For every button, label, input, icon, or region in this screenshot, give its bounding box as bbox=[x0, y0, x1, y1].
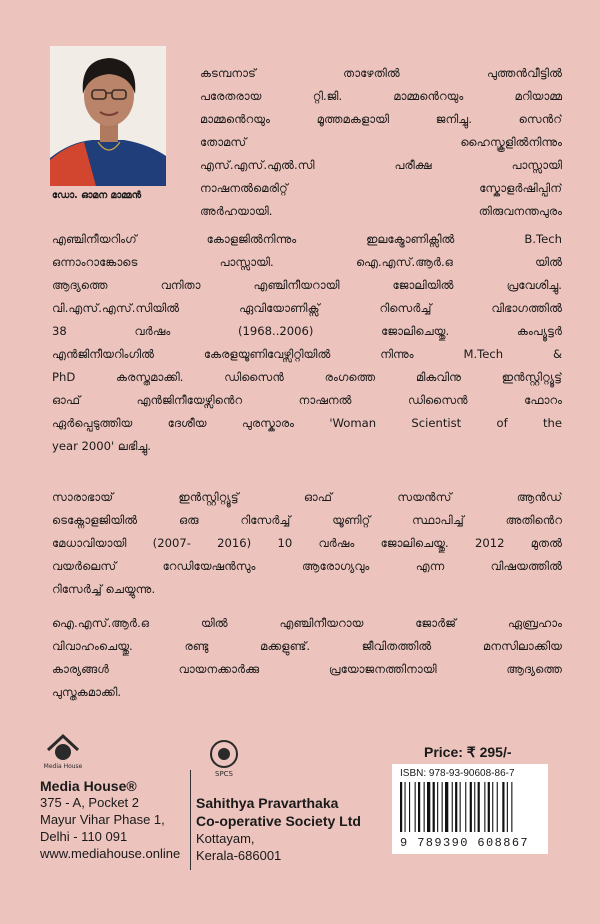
barcode-bar bbox=[452, 782, 453, 832]
bio-line: അർഹയായി. തിരുവനന്തപുരം bbox=[200, 204, 562, 218]
spcs-logo-icon bbox=[204, 738, 244, 778]
barcode-bar bbox=[502, 782, 504, 832]
barcode-bar bbox=[455, 782, 457, 832]
bio-line: എസ്.എസ്.എൽ.സി പരീക്ഷ പാസ്സായി bbox=[200, 158, 562, 172]
bio-line: ഒന്നാംറാങ്കോടെ പാസ്സായി. ഐ.എസ്.ആർ.ഒ യിൽ bbox=[52, 255, 562, 269]
barcode-bar bbox=[465, 782, 466, 832]
bio-line: മേധാവിയായി (2007- 2016) 10 വർഷം ജോലിചെയ്തു. 2012 മുതൽ bbox=[52, 536, 562, 550]
publisher-name-line: Sahithya Pravarthaka bbox=[196, 795, 339, 811]
publisher-divider bbox=[190, 770, 191, 870]
barcode-bar bbox=[470, 782, 472, 832]
barcode-bar bbox=[484, 782, 485, 832]
bio-line: year 2000' ലഭിച്ചു. bbox=[52, 439, 151, 453]
bio-paragraph-2 bbox=[52, 486, 562, 601]
bio-line: റിസേർച്ച് ചെയ്യുന്നു. bbox=[52, 582, 156, 596]
bio-line: 38 വർഷം (1968..2006) ജോലിചെയ്തു. കംപ്യൂട്ടർ bbox=[52, 324, 562, 338]
publisher-address-line: 375 - A, Pocket 2 bbox=[40, 795, 140, 810]
barcode-bar bbox=[460, 782, 461, 832]
publisher-address-line: Kerala-686001 bbox=[196, 848, 282, 863]
author-portrait-illustration bbox=[50, 46, 166, 186]
bio-line: മാമ്മൻെറയും മൂത്തമകളായി ജനിച്ചു. സെൻറ് bbox=[200, 112, 562, 126]
barcode-bar bbox=[405, 782, 406, 832]
bio-line: എഞ്ചിനീയറിംഗ് കോളജിൽനിന്നും ഇലക്ട്രോണിക്സിൽ B.Tech bbox=[52, 232, 562, 246]
bio-line: തോമസ് ഹൈസ്കൂളിൽനിന്നും bbox=[200, 135, 562, 149]
publisher-name: Media House® bbox=[40, 778, 137, 794]
bio-paragraph-1 bbox=[200, 62, 562, 223]
barcode-bar bbox=[400, 782, 402, 832]
media-house-logo-label: Media House bbox=[44, 763, 82, 770]
barcode-bar bbox=[442, 782, 443, 832]
barcode-bar bbox=[445, 782, 448, 832]
bio-line: എൻജിനീയറിംഗിൽ കേരളയൂണിവേഴ്സിറ്റിയിൽ നിന്നും M.Tech & bbox=[52, 347, 562, 361]
publisher-address-line: Kottayam, bbox=[196, 831, 255, 846]
barcode-bar bbox=[474, 782, 475, 832]
barcode-bar bbox=[492, 782, 493, 832]
barcode-bar bbox=[415, 782, 416, 832]
bio-line: വയർലെസ് റേഡിയേഷൻസും ആരോഗ്യവും എന്ന വിഷയത്തിൽ bbox=[52, 559, 562, 573]
barcode-bar bbox=[511, 782, 512, 832]
isbn-label: ISBN: 978-93-90608-86-7 bbox=[400, 768, 515, 779]
barcode-bar bbox=[507, 782, 508, 832]
bio-line: വി.എസ്.എസ്.സിയിൽ ഏവിയോണിക്സ് റിസെർച്ച് വിഭാഗത്തിൽ bbox=[52, 301, 562, 315]
bio-line: കടമ്പനാട് താഴേതിൽ പുത്തൻവീട്ടിൽ bbox=[200, 66, 562, 80]
barcode-number: 9 789390 608867 bbox=[400, 836, 530, 850]
bio-line: പരേതരായ റ്റി.ജി. മാമ്മൻെറയും മറിയാമ്മ bbox=[200, 89, 562, 103]
barcode-bar bbox=[488, 782, 490, 832]
barcode-bar bbox=[497, 782, 498, 832]
bio-line: പുസ്തകമാക്കി. bbox=[52, 685, 122, 699]
barcode-bar bbox=[433, 782, 435, 832]
media-house-logo-icon bbox=[44, 730, 82, 772]
publisher-address-line: Delhi - 110 091 bbox=[40, 829, 128, 844]
barcode-bar bbox=[409, 782, 410, 832]
bio-line: ഐ.എസ്.ആർ.ഒ യിൽ എഞ്ചിനീയറായ ജോർജ് ഏബ്രഹാം bbox=[52, 616, 562, 630]
barcode-bar bbox=[478, 782, 480, 832]
publisher-media-house bbox=[40, 730, 190, 862]
bio-line: സാരാഭായ് ഇൻസ്റ്റിറ്റ്യൂട്ട് ഓഫ് സയൻസ് ആൻഡ് bbox=[52, 490, 562, 504]
bio-line: നാഷനൽമെരിറ്റ് സ്കോളർഷിപ്പിന് bbox=[200, 181, 562, 195]
barcode-icon bbox=[400, 782, 540, 836]
bio-paragraph-1-continued bbox=[52, 228, 562, 458]
bio-line: ഏർപ്പെടുത്തിയ ദേശീയ പുരസ്കാരം 'Woman Scientist of the bbox=[52, 416, 562, 430]
publisher-website: www.mediahouse.online bbox=[40, 846, 181, 861]
bio-line: വിവാഹംചെയ്തു. രണ്ടു മക്കളുണ്ട്. ജീവിതത്തിൽ മനസിലാക്കിയ bbox=[52, 639, 562, 653]
barcode-box bbox=[392, 764, 548, 854]
barcode-bar bbox=[418, 782, 420, 832]
spcs-logo-label: SPCS bbox=[215, 770, 233, 778]
publisher-address-line: Mayur Vihar Phase 1, bbox=[40, 812, 165, 827]
barcode-bar bbox=[427, 782, 430, 832]
bio-line: ആദ്യത്തെ വനിതാ എഞ്ചിനീയറായി ജോലിയിൽ പ്രവേശിച്ചു. bbox=[52, 278, 562, 292]
price-label: Price: ₹ 295/- bbox=[424, 744, 512, 760]
author-photo bbox=[50, 46, 166, 186]
barcode-bar bbox=[437, 782, 438, 832]
bio-line: ടെക്നോളജിയിൽ ഒരു റിസേർച്ച് യൂണിറ്റ് സ്ഥാപിച്ച് അതിൻെറ bbox=[52, 513, 562, 527]
barcode-bar bbox=[424, 782, 425, 832]
bio-paragraph-3 bbox=[52, 612, 562, 704]
bio-line: PhD കരസ്തമാക്കി. ഡിസൈൻ രംഗത്തെ മികവിനു ഇൻസ്റ്റിറ്റ്യൂട്ട് bbox=[52, 370, 562, 384]
bio-line: ഓഫ് എൻജിനീയേഴ്സിൻെറ നാഷനൽ ഡിസൈൻ ഫോറം bbox=[52, 393, 562, 407]
bio-line: കാര്യങ്ങൾ വായനക്കാർക്കു പ്രയോജനത്തിനായി ആദ്യത്തെ bbox=[52, 662, 562, 676]
author-caption: ഡോ. ഓമന മാമ്മൻ bbox=[52, 190, 142, 201]
publisher-spcs bbox=[196, 738, 386, 864]
publisher-name-line: Co-operative Society Ltd bbox=[196, 813, 361, 829]
